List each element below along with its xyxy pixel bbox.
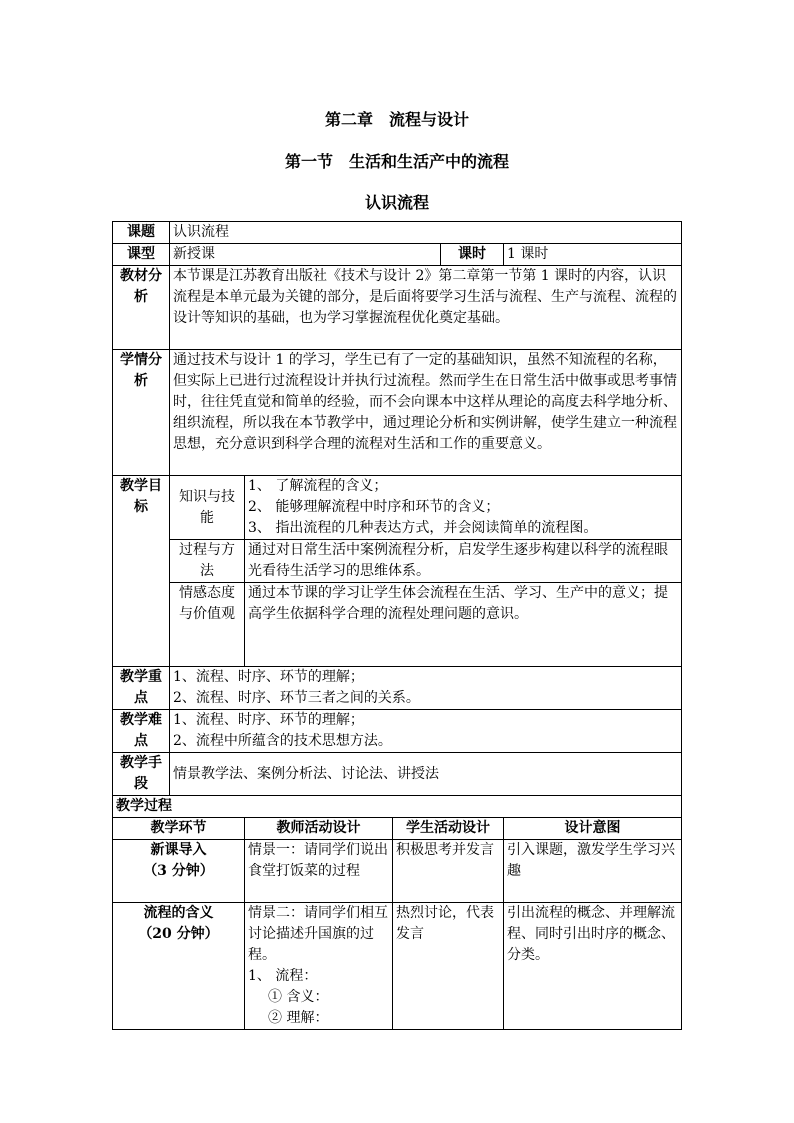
knowledge-item: 3、 指出流程的几种表达方式，并会阅读简单的流程图。: [248, 520, 598, 536]
knowledge-item: 2、 能够理解流程中时序和环节的含义；: [248, 499, 500, 515]
row-process-1: [113, 840, 682, 903]
key-points-label: 教学重点: [113, 667, 170, 710]
difficulties-label: 教学难点: [113, 710, 170, 753]
key-points-list: [170, 667, 682, 710]
row-goals-process: [113, 540, 682, 583]
teacher-activity: 情景一：请同学们说出食堂打饭菜的过程: [245, 840, 393, 903]
topic-value: 认识流程: [170, 222, 682, 244]
teacher-line: 情景二：请同学们相互讨论描述升国旗的过程。: [248, 905, 388, 963]
row-students: [113, 350, 682, 476]
teacher-subline: ② 理解：: [268, 1010, 329, 1026]
header-student: 学生活动设计: [393, 818, 504, 840]
chapter-title: 第二章 流程与设计: [324, 110, 469, 129]
lesson-plan-table: [112, 221, 682, 1030]
means-label: 教学手段: [113, 753, 170, 796]
teacher-subline: ① 含义：: [268, 989, 329, 1005]
key-point-item: 2、流程、时序、环节三者之间的关系。: [173, 690, 420, 706]
row-process-headers: [113, 818, 682, 840]
header-stage: 教学环节: [113, 818, 245, 840]
material-label: 教材分析: [113, 266, 170, 350]
goals-label: 教学目标: [113, 476, 170, 667]
stage-time: （20 分钟）: [138, 926, 219, 942]
emotion-text: 通过本节课的学习让学生体会流程在生活、学习、生产中的意义；提高学生依据科学合理的流程处理问题的意识。: [245, 583, 682, 667]
row-goals-emotion: [113, 583, 682, 667]
row-process-2: [113, 903, 682, 1030]
stage-cell: [113, 840, 245, 903]
teacher-activity: [245, 903, 393, 1030]
stage-name: 新课导入: [150, 842, 207, 858]
key-point-item: 1、流程、时序、环节的理解；: [173, 669, 364, 685]
knowledge-list: [245, 476, 682, 540]
hours-label: 课时: [441, 244, 504, 266]
stage-name: 流程的含义: [143, 905, 214, 921]
students-label: 学情分析: [113, 350, 170, 476]
header-intent: 设计意图: [504, 818, 682, 840]
row-material: [113, 266, 682, 350]
emotion-label: 情感态度与价值观: [170, 583, 245, 667]
row-difficulties: [113, 710, 682, 753]
means-text: 情景教学法、案例分析法、讨论法、讲授法: [170, 753, 682, 796]
difficulties-list: [170, 710, 682, 753]
students-text: 通过技术与设计 1 的学习，学生已有了一定的基础知识，虽然不知流程的名称，但实际上已进行过流程设计并执行过流程。然而学生在日常生活中做事或思考事情时，往往凭直觉和简单的经验，而不会向课本中这样从理论的高度去科学地分析、组织流程，所以我在本节教学中，通过理论分析和实例讲解，使学生建立一种流程思想，充分意识到科学合理的流程对生活和工作的重要意义。: [170, 350, 682, 476]
row-key-points: [113, 667, 682, 710]
material-text: 本节课是江苏教育出版社《技术与设计 2》第二章第一节第 1 课时的内容，认识流程是本单元最为关键的部分，是后面将要学习生活与流程、生产与流程、流程的设计等知识的基础，也为学习掌握流程优化奠定基础。: [170, 266, 682, 350]
stage-time: （3 分钟）: [143, 863, 214, 879]
difficulty-item: 1、流程、时序、环节的理解；: [173, 712, 364, 728]
process-method-label: 过程与方法: [170, 540, 245, 583]
knowledge-item: 1、 了解流程的含义；: [248, 478, 388, 494]
topic-label: 课题: [113, 222, 170, 244]
row-goals-knowledge: [113, 476, 682, 540]
design-intent: 引出流程的概念、并理解流程、同时引出时序的概念、分类。: [504, 903, 682, 1030]
row-topic: [113, 222, 682, 244]
stage-cell: [113, 903, 245, 1030]
row-type: [113, 244, 682, 266]
type-value: 新授课: [170, 244, 441, 266]
student-activity: 积极思考并发言: [393, 840, 504, 903]
difficulty-item: 2、流程中所蕴含的技术思想方法。: [173, 733, 392, 749]
lesson-title: 认识流程: [364, 193, 429, 212]
hours-value: 1 课时: [504, 244, 682, 266]
row-process-title: [113, 796, 682, 818]
section-title: 第一节 生活和生活产中的流程: [284, 152, 509, 171]
knowledge-label: 知识与技能: [170, 476, 245, 540]
student-activity: 热烈讨论，代表发言: [393, 903, 504, 1030]
header-teacher: 教师活动设计: [245, 818, 393, 840]
row-means: [113, 753, 682, 796]
type-label: 课型: [113, 244, 170, 266]
process-method-text: 通过对日常生活中案例流程分析，启发学生逐步构建以科学的流程眼光看待生活学习的思维体系。: [245, 540, 682, 583]
process-section-title: 教学过程: [113, 796, 682, 818]
teacher-line: 1、 流程：: [248, 968, 318, 984]
design-intent: 引入课题，激发学生学习兴趣: [504, 840, 682, 903]
